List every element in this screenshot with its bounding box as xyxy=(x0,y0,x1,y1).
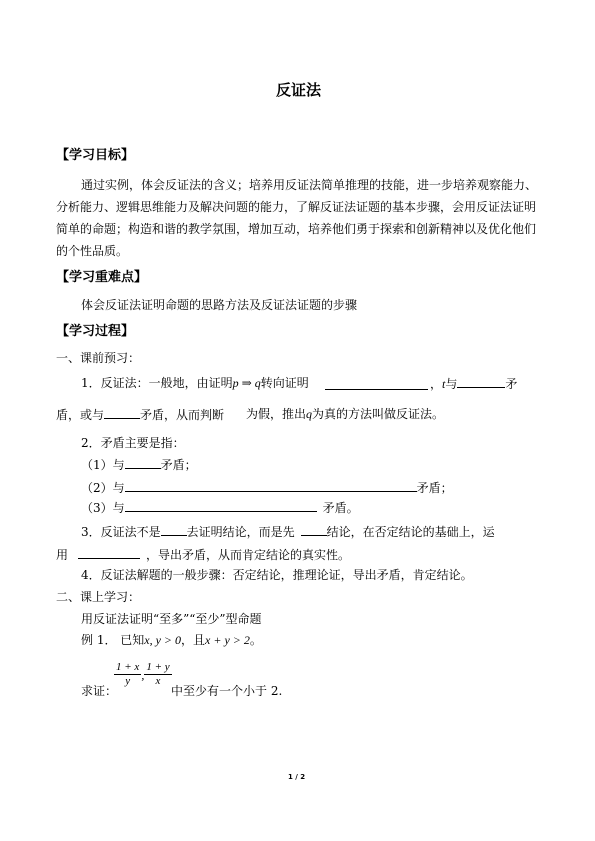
example-end: 。 xyxy=(249,633,262,647)
q2-2-b: 矛盾； xyxy=(416,481,453,495)
q3-line-1 xyxy=(81,523,495,540)
q1-line-1-tail xyxy=(430,375,517,392)
q2-item-2 xyxy=(81,479,453,496)
q2-item-3 xyxy=(81,499,359,516)
q2-text: 2．矛盾主要是指： xyxy=(81,436,185,450)
q1-line2-a: 盾，或与 xyxy=(56,408,105,422)
key-points-text: 体会反证法证明命题的思路方法及反证法证题的步骤 xyxy=(81,298,358,312)
class-heading: 二、课上学习： xyxy=(56,590,141,604)
goals-heading: 【学习目标】 xyxy=(56,148,135,163)
q1-text-a: 1．反证法：一般地，由证明 xyxy=(81,376,233,390)
goals-line-1: 通过实例，体会反证法的含义；培养用反证法简单推理的技能，进一步培养观察能力、 xyxy=(81,178,538,192)
q1-var-q: q xyxy=(306,407,313,421)
example-1 xyxy=(81,632,262,648)
example-condition-1: x, y > 0 xyxy=(144,633,182,647)
key-points-heading: 【学习重难点】 xyxy=(56,270,148,285)
goals-line-3: 简单的命题；构造和谐的教学氛围，增加互动，培养他们勇于探索和创新精神以及优化他们 xyxy=(56,222,537,236)
q2-3-a: （3）与 xyxy=(81,501,125,515)
q4-text: 4．反证法解题的一般步骤：否定结论，推理论证，导出矛盾，肯定结论。 xyxy=(81,568,473,582)
prove-label: 求证： xyxy=(81,684,118,698)
class-topic: 用反证法证明“至多”“至少”型命题 xyxy=(81,612,262,626)
fraction-1-numerator: 1 + x xyxy=(116,661,140,673)
page-title: 反证法 xyxy=(276,81,322,99)
prove-fractions xyxy=(114,661,172,688)
q3-c: 结论，在否定结论的基础上，运 xyxy=(326,525,495,539)
q1-blank-1[interactable] xyxy=(325,377,428,390)
q1-var-t: t xyxy=(442,377,446,391)
goals-line-4: 的个性品质。 xyxy=(56,244,129,258)
q2-blank-1[interactable] xyxy=(125,456,161,469)
q2-blank-2[interactable] xyxy=(125,479,417,492)
q1-text-c: 与 xyxy=(445,377,458,391)
fraction-separator: , xyxy=(141,668,145,682)
example-mid: ，且 xyxy=(181,633,206,647)
fraction-1-denominator: y xyxy=(125,675,131,687)
q1-line2-c: 为假，推出 xyxy=(246,407,307,421)
q3-blank-3[interactable] xyxy=(78,546,140,559)
q2-1-b: 矛盾； xyxy=(160,458,197,472)
q2-2-a: （2）与 xyxy=(81,481,125,495)
fraction-2-numerator: 1 + y xyxy=(146,661,170,673)
process-heading: 【学习过程】 xyxy=(56,324,135,339)
preview-heading: 一、课前预习： xyxy=(56,351,141,365)
q3-line-2 xyxy=(56,546,350,563)
q3-blank-1[interactable] xyxy=(161,523,187,536)
q1-line-2 xyxy=(56,406,224,423)
q2-item-1 xyxy=(81,456,197,473)
fraction-2 xyxy=(144,661,171,688)
q1-blank-3[interactable] xyxy=(104,406,140,419)
q1-line2-b: 矛盾，从而判断 xyxy=(140,408,225,422)
page-number: 1 / 2 xyxy=(288,773,306,781)
q3-line2-b: ，导出矛盾，从而肯定结论的真实性。 xyxy=(146,548,351,562)
q1-blank-2[interactable] xyxy=(457,375,505,388)
q3-line2-a: 用 xyxy=(56,548,69,562)
q3-b: 去证明结论，而是先 xyxy=(186,525,295,539)
q1-line-2-tail xyxy=(246,406,444,422)
q1-comma: ， xyxy=(430,377,443,391)
fraction-2-denominator: x xyxy=(155,675,161,687)
q1-math-implication: p ⇒ q xyxy=(232,376,261,390)
q1-text-b: 转向证明 xyxy=(260,376,309,390)
fraction-1 xyxy=(114,661,141,688)
q2-3-b: 矛盾。 xyxy=(322,501,359,515)
q1-line-1 xyxy=(81,375,309,391)
q3-a: 3．反证法不是 xyxy=(81,525,161,539)
example-label: 例 1． 已知 xyxy=(81,633,145,647)
q2-1-a: （1）与 xyxy=(81,458,125,472)
prove-text: 中至少有一个小于 2. xyxy=(171,684,283,698)
q1-text-d: 矛 xyxy=(505,377,518,391)
example-condition-2: x + y > 2 xyxy=(205,633,250,647)
q3-blank-2[interactable] xyxy=(301,523,327,536)
q1-line2-d: 为真的方法叫做反证法。 xyxy=(312,407,445,421)
goals-line-2: 分析能力、逻辑思维能力及解决问题的能力，了解反证法证题的基本步骤，会用反证法证明 xyxy=(56,200,537,214)
q2-blank-3[interactable] xyxy=(125,499,317,512)
